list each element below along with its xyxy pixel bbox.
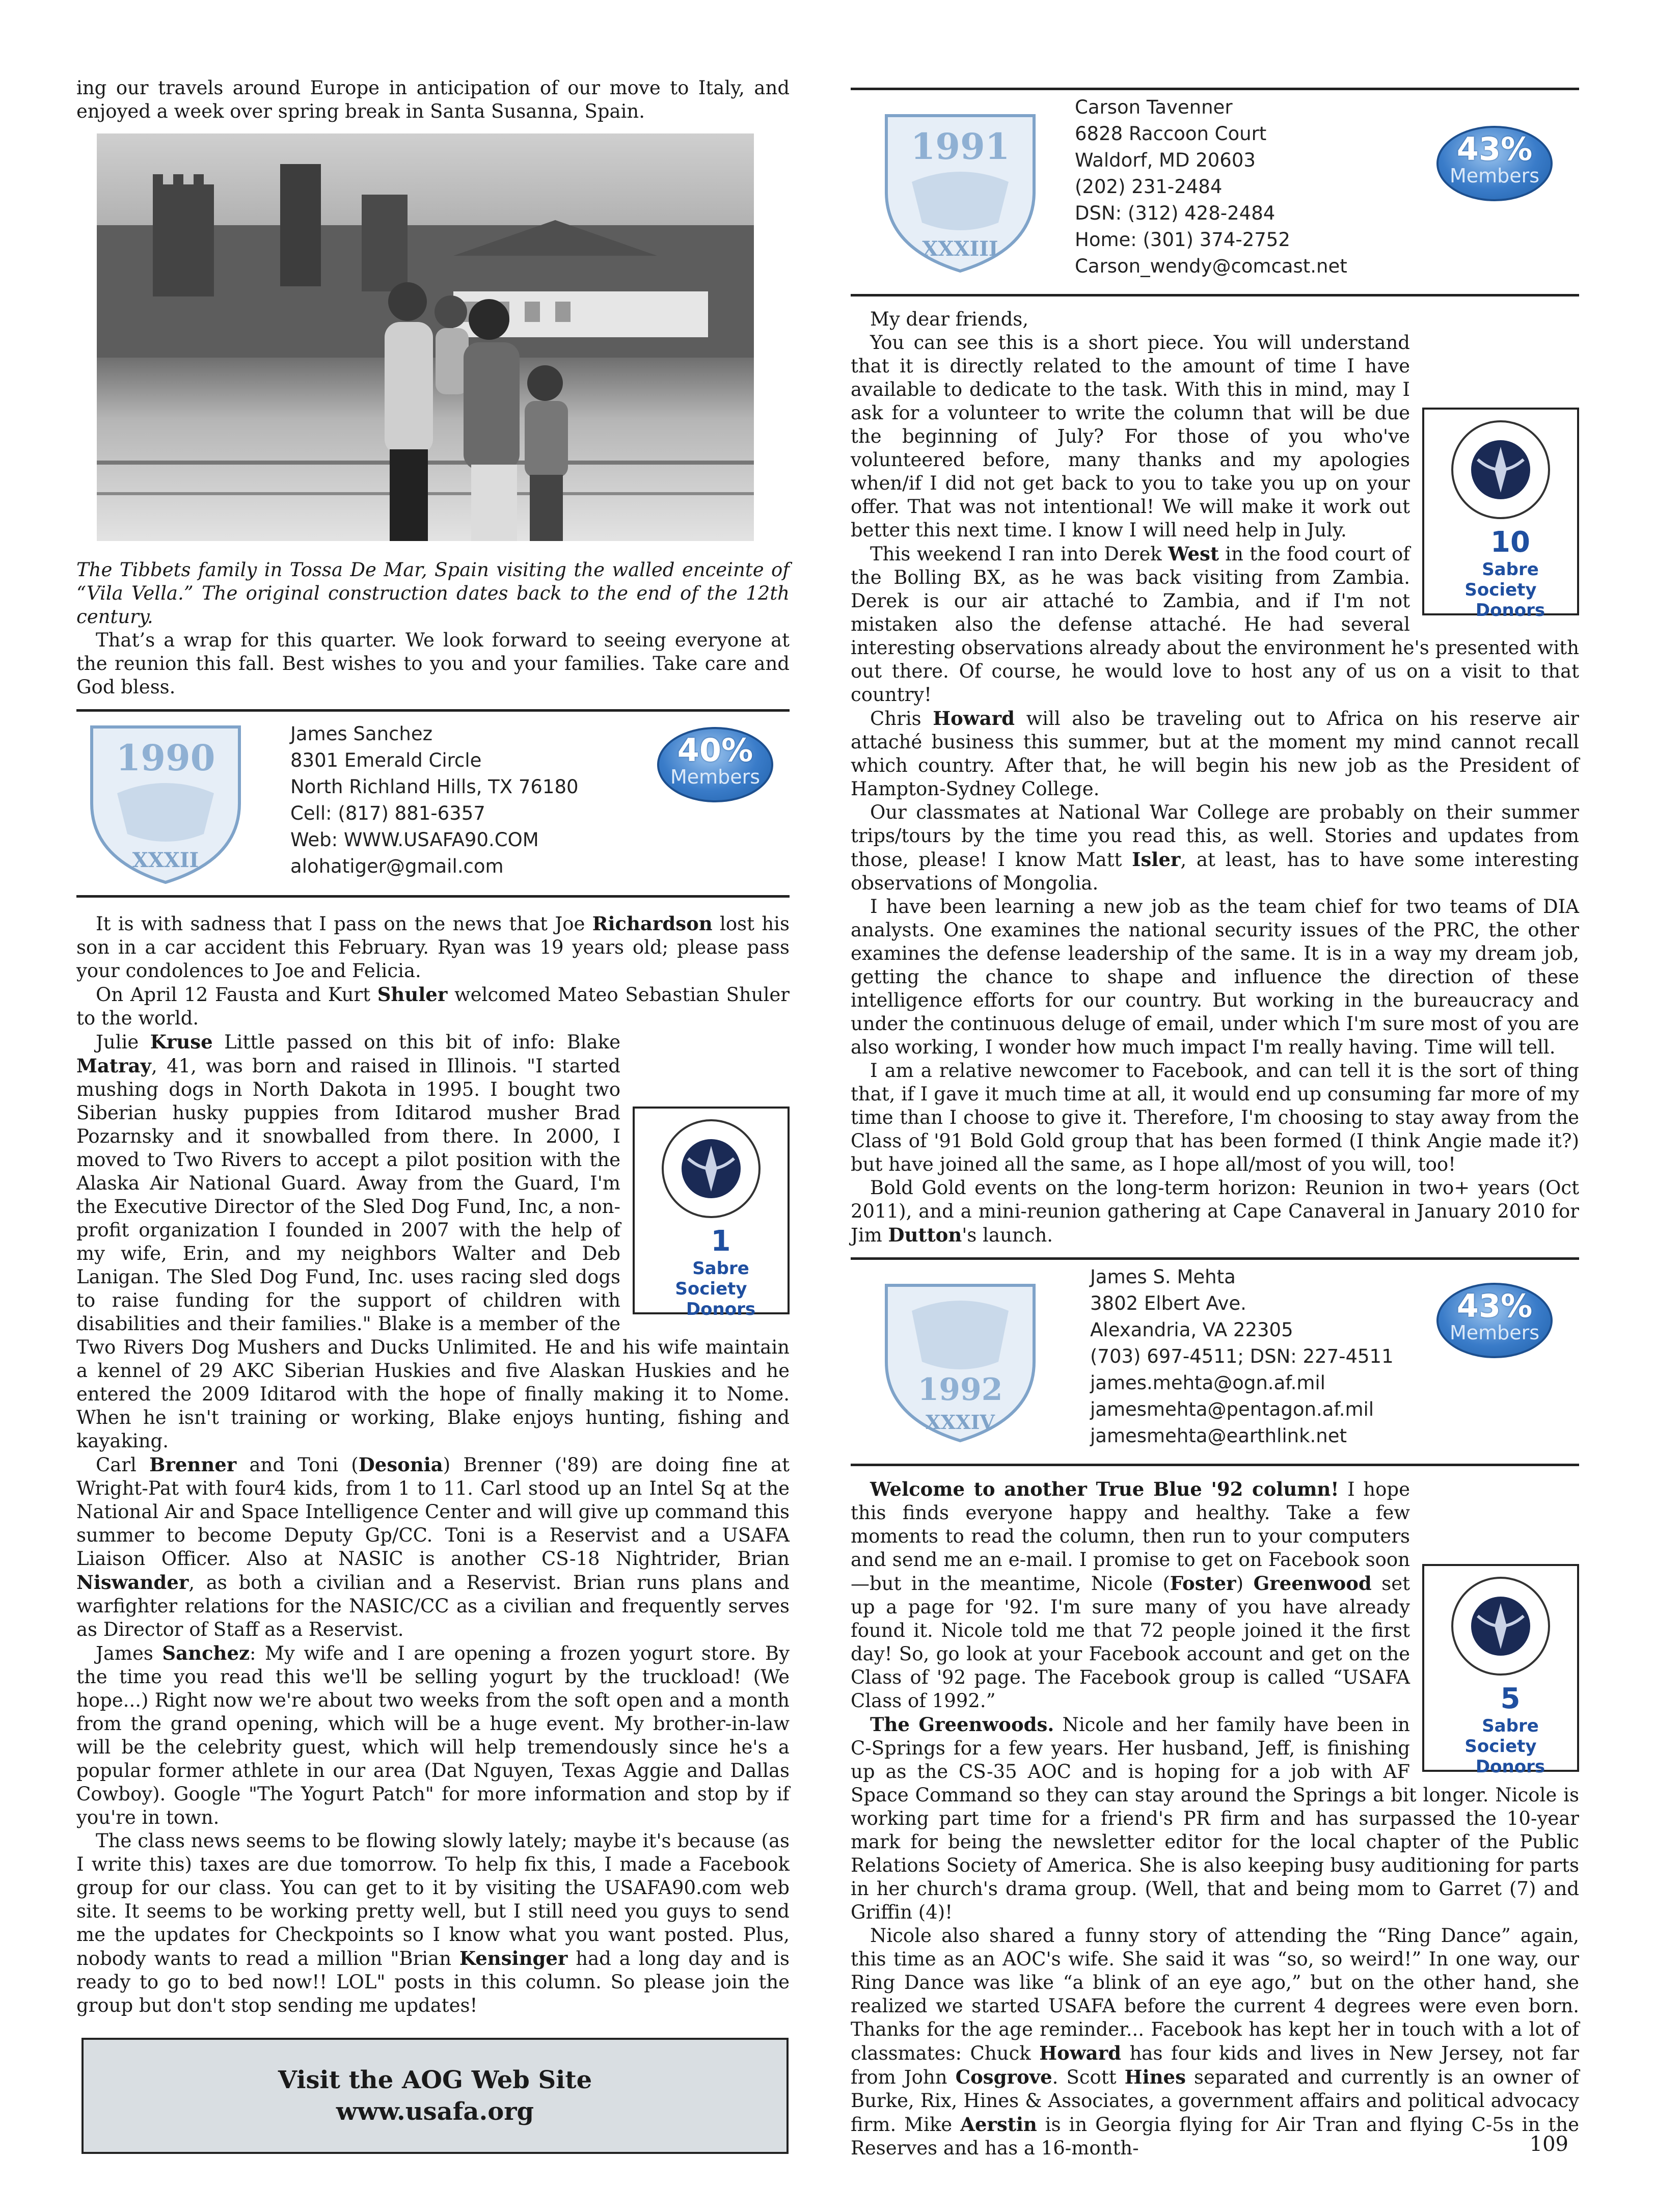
contact-name: James Sanchez [290, 723, 433, 745]
aog-url-link[interactable]: www.usafa.org [336, 2097, 534, 2126]
contact-home: Home: (301) 374-2752 [1075, 229, 1290, 251]
crest-year: 1992 [917, 1372, 1003, 1408]
sabre-society-box [1422, 1564, 1579, 1777]
sabre-society-seal-icon [660, 1118, 762, 1220]
contact-phone: (703) 697-4511; DSN: 227-4511 [1090, 1345, 1394, 1367]
contact-city: Alexandria, VA 22305 [1090, 1319, 1293, 1341]
aog-heading: Visit the AOG Web Site [278, 2066, 592, 2094]
crest-year: 1990 [116, 737, 215, 779]
paragraph: The Greenwoods. Nicole and her family have been in C-Springs for a few years. Her husband, Jeff, is finishing up as the CS-35 AOC and is hoping for a job with AF Space Command so they can stay around the Springs a bit longer. Nicole is working part time for a friend's PR firm and has surpassed the 10-year mark for being the newsletter editor for the local chapter of the Public Relations Society of America. She is also keeping busy auditioning for parts in her church's drama group. (Well, that and being mom to Garret (7) and Griffin (4)! [851, 1713, 1579, 1923]
members-label: Members [670, 766, 761, 788]
contact-city: North Richland Hills, TX 76180 [290, 776, 579, 798]
paragraph: Our classmates at National War College are probably on their summer trips/tours by the time you read this, as well. Stories and updates from those, please! I know Matt Isler, at least, has to have some interesting observations of Mongolia. [851, 801, 1579, 894]
paragraph: I have been learning a new job as the team chief for two teams of DIA analysts. One examines the national security issues of the PRC, the other examines the defense leadership of the same. It is in a way my dream job, getting the chance to shape and influence the direction of these intelligence efforts for our country. But working in the bureaucracy and under the continuous deluge of email, under which I'm sure most of you are also working, I wonder how much impact I'm really having. Time will tell. [851, 896, 1579, 1058]
members-badge [1436, 126, 1553, 201]
crest-roman: XXXIII [922, 237, 998, 261]
sabre-society-box [1422, 408, 1579, 621]
class-crest-icon [881, 1270, 1039, 1453]
paragraph: Carl Brenner and Toni (Desonia) Brenner ('89) are doing fine at Wright-Pat with four4 kids, from 1 to 11. Carl stood up an Intel Sq at the National Air and Space Intelligence Center and will give up command this summer to become Deputy Gp/CC. Toni is a Reservist and a USAFA Liaison Officer. Also at NASIC is another CS-18 Nightrider, Brian Niswander, as both a civilian and a Reservist. Brian runs plans and warfighter relations for the NASIC/CC as a civilian and frequently serves as Director of Staff as a Reservist. [76, 1453, 790, 1640]
paragraph: 10 Sabre Society Donors You can see this is a short piece. You will understand that it is directly related to the amount of time I have available to dedicate to the task. With this in mind, may I ask for a volunteer to write the column that will be due the beginning of July? For those of you who've volunteered before, many thanks and my apologies when/if I did not get back to you to take you up on your offer. That was not intentional! We will make it work out better this next time. I know I will need help in July. [851, 331, 1579, 542]
sabre-society-seal-icon [1450, 419, 1552, 521]
paragraph: The class news seems to be flowing slowly lately; maybe it's because (as I write this) taxes are due tomorrow. To help fix this, I made a Facebook group for our class. You can get to it by visiting the USAFA90.com web site. It seems to be working pretty well, but I still need you guys to send me the updates for Checkpoints so I know what you want posted. Plus, nobody wants to read a million "Brian Kensinger had a long day and is ready to go to bed now!! LOL" posts in this column. So please join the group but don't stop sending me updates! [76, 1830, 790, 2016]
paragraph: 5 Sabre Society Donors Welcome to another True Blue '92 column! I hope this finds everyone happy and healthy. Take a few moments to read the column, then run to your computers and send me an e-mail. I promise to get on Facebook soon—but in the meantime, Nicole (Foster) Greenwood set up a page for '92. I'm sure many of you have already found it. Nicole told me that 72 people joined it the first day! So, go look at your Facebook account and get on the Class of '92 page. The Facebook group is called “USAFA Class of 1992.” [851, 1477, 1579, 1713]
class-contact-card [851, 90, 1579, 294]
contact-street: 3802 Elbert Ave. [1090, 1292, 1246, 1314]
sabre-society-box [633, 1107, 790, 1319]
contact-email: alohatiger@gmail.com [290, 855, 504, 877]
sabre-label: Sabre Society [1464, 559, 1539, 600]
contact-city: Waldorf, MD 20603 [1075, 149, 1256, 171]
contact-address [1090, 1264, 1394, 1449]
paragraph: I am a relative newcomer to Facebook, and can tell it is the sort of thing that, if I gave it much time at all, it would end up consuming far more of my time than I choose to give it. Therefore, I'm choosing to stay away from the Class of '91 Bold Gold group that has been formed (I think Angie made it?) but have joined all the same, as I hope all/most of you will, too! [851, 1060, 1579, 1175]
contact-street: 6828 Raccoon Court [1075, 123, 1267, 145]
crest-year: 1991 [910, 125, 1010, 168]
members-badge [1436, 1283, 1553, 1358]
paragraph: 1 Sabre Society Donors Julie Kruse Little passed on this bit of info: Blake Matray, 41, was born and raised in Illinois. "I started mushing dogs in North Dakota in 1995. I bought two Siberian husky puppies from Iditarod musher Brad Pozarnsky and it snowballed from there. In 2000, I moved to Two Rivers to accept a pilot position with the Alaska Air National Guard. Away from the Guard, I'm the Executive Director of the Sled Dog Fund, Inc, a non-profit organization I founded in 2007 with the help of my wife, Erin, and my neighbors Walter and Deb Lanigan. The Sled Dog Fund, Inc. uses racing sled dogs to raise funding for the support of children with disabilities and their families." Blake is a member of the Two Rivers Dog Mushers and Ducks Unlimited. He and his wife maintain a kennel of 29 AKC Siberian Huskies and five Alaskan Huskies and he entered the 2009 Iditarod with the hope of finally making it to Nome. When he isn't training or working, Blake enjoys hunting, fishing and kayaking. [76, 1031, 790, 1452]
members-badge [657, 727, 773, 802]
contact-email-3: jamesmehta@earthlink.net [1090, 1425, 1347, 1447]
right-column [851, 76, 1579, 2160]
paragraph: This weekend I ran into Derek West in the food court of the Bolling BX, as he was back visiting from Zambia. Derek is our air attaché to Zambia, and if I'm not mistaken also the defense attaché. He had several interesting observations already about the environment he's presented with out there. Of course, he would love to host any of us on a visit to that country! [851, 543, 1579, 706]
members-label: Members [1449, 165, 1540, 187]
class-contact-card [851, 1260, 1579, 1464]
photo-caption: The Tibbets family in Tossa De Mar, Spain visiting the walled enceinte of “Vila Vella.” The original construction dates back to the end of the 12th century. [76, 559, 790, 628]
paragraph: It is with sadness that I pass on the news that Joe Richardson lost his son in a car accident this February. Ryan was 19 years old; please pass your condolences to Joe and Felicia. [76, 912, 790, 982]
contact-email: Carson_wendy@comcast.net [1075, 255, 1347, 277]
paragraph: My dear friends, [870, 308, 1029, 330]
sabre-donor-count: 1 [711, 1225, 731, 1258]
crest-roman: XXXIV [926, 1411, 995, 1434]
contact-phone: (202) 231-2484 [1075, 176, 1223, 198]
class-crest-icon [87, 722, 245, 885]
contact-web: Web: WWW.USAFA90.COM [290, 829, 539, 851]
members-percent: 40% [677, 732, 753, 769]
members-label: Members [1449, 1321, 1540, 1344]
paragraph: ing our travels around Europe in anticipation of our move to Italy, and enjoyed a week over spring break in Santa Susanna, Spain. [76, 77, 790, 122]
sabre-label-2: Donors [686, 1299, 756, 1319]
crest-roman: XXXII [132, 848, 199, 872]
contact-email-2: jamesmehta@pentagon.af.mil [1090, 1398, 1374, 1420]
class-crest-icon [881, 100, 1039, 284]
contact-address [290, 721, 579, 880]
paragraph: Bold Gold events on the long-term horizon: Reunion in two+ years (Oct 2011), and a mini-reunion gathering at Cape Canaveral in January 2010 for Jim Dutton's launch. [851, 1177, 1579, 1246]
contact-dsn: DSN: (312) 428-2484 [1075, 202, 1276, 224]
sabre-society-seal-icon [1450, 1575, 1552, 1677]
sabre-label: Sabre Society [1464, 1716, 1539, 1757]
contact-street: 8301 Emerald Circle [290, 749, 482, 771]
paragraph: That’s a wrap for this quarter. We look forward to seeing everyone at the reunion this fall. Best wishes to you and your families. Take care and God bless. [76, 629, 790, 698]
page-number: 109 [1529, 2133, 1568, 2156]
family-photo [97, 133, 754, 541]
paragraph: James Sanchez: My wife and I are opening a frozen yogurt store. By the time you read this we'll be selling yogurt by the truckload! (We hope...) Right now we're about two weeks from the soft open and a month from the grand opening, which will be a huge event. My brother-in-law will be the celebrity guest, which will help tremendously since he's a popular former athlete in our area (Dat Nguyen, Texas Aggie and Dallas Cowboy). Google "The Yogurt Patch" for more information and stop by if you're in town. [76, 1642, 790, 1828]
contact-name: James S. Mehta [1090, 1266, 1236, 1288]
paragraph: On April 12 Fausta and Kurt Shuler welcomed Mateo Sebastian Shuler to the world. [76, 983, 790, 1029]
sabre-donor-count: 10 [1490, 526, 1530, 559]
contact-email: james.mehta@ogn.af.mil [1090, 1372, 1325, 1394]
members-percent: 43% [1456, 130, 1533, 168]
sabre-label: Sabre Society [675, 1258, 749, 1299]
family-figures [362, 271, 586, 541]
contact-address [1075, 94, 1347, 280]
paragraph: Chris Howard will also be traveling out to Africa on his reserve air attaché business this summer, but at the moment my mind cannot recall which country. After that, he will begin his new job as the President of Hampton-Sydney College. [851, 707, 1579, 800]
sabre-donor-count: 5 [1500, 1682, 1521, 1715]
sabre-label-2: Donors [1475, 1757, 1545, 1777]
paragraph: Nicole also shared a funny story of attending the “Ring Dance” again, this time as an AOC's wife. She said it was “so, so weird!” In one way, our Ring Dance was like “a blink of an eye ago,” but on the other hand, she realized we started USAFA before the current 4 degrees were even born. Thanks for the age reminder... Facebook has kept her in touch with a lot of classmates: Chuck Howard has four kids and lives in New Jersey, not far from John Cosgrove. Scott Hines separated and currently is an owner of Burke, Rix, Hines & Associates, a government affairs and political advocacy firm. Mike Aerstin is in Georgia flying for Air Tran and flying C-5s in the Reserves and has a 16-month- [851, 1925, 1579, 2159]
left-column [76, 76, 790, 2154]
aog-web-site-box[interactable] [82, 2038, 789, 2154]
class-contact-card [76, 712, 790, 890]
contact-name: Carson Tavenner [1075, 96, 1233, 118]
members-percent: 43% [1456, 1287, 1533, 1325]
sabre-label-2: Donors [1475, 600, 1545, 621]
contact-cell: Cell: (817) 881-6357 [290, 802, 485, 824]
